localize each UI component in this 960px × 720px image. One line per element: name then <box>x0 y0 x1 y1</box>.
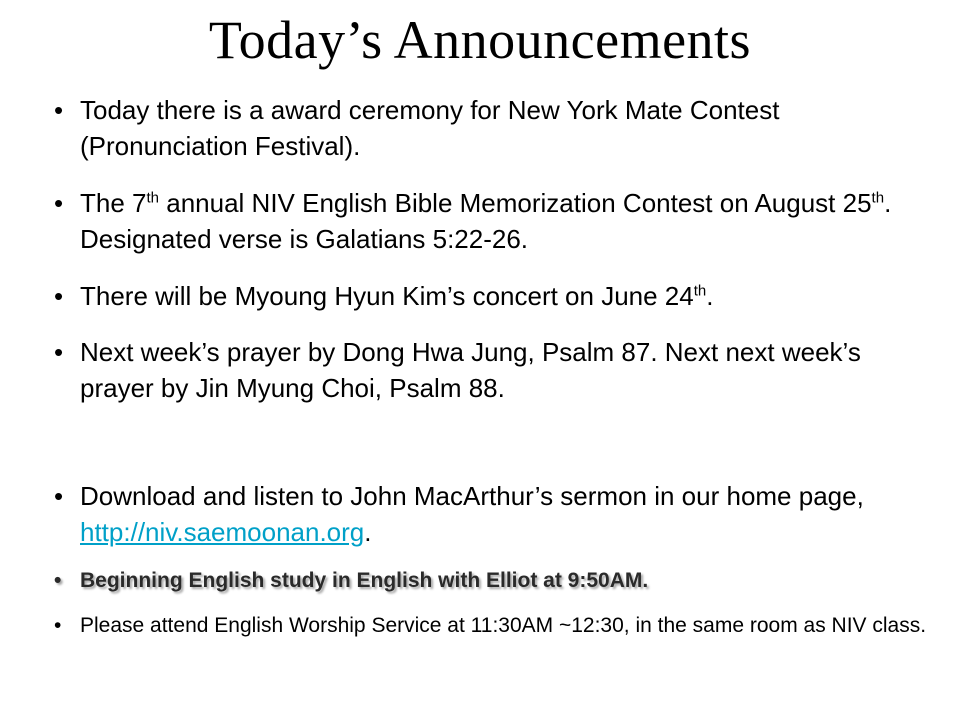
announcement-text: There will be Myoung Hyun Kim’s concert on June 24 <box>80 281 694 311</box>
slide-title: Today’s Announcements <box>208 10 752 70</box>
bullet-icon: • <box>54 614 62 637</box>
ordinal-suffix: th <box>146 189 160 207</box>
announcement-item-bible-contest <box>48 185 928 257</box>
announcement-text: The 7 <box>80 188 147 218</box>
announcement-text: Please attend English Worship Service at 11:30AM ~12:30, in the same room as NIV class. <box>80 614 927 637</box>
ordinal-suffix: th <box>693 282 707 300</box>
bullet-icon: • <box>54 281 64 311</box>
bullet-icon: • <box>54 569 62 592</box>
announcement-text: Next week’s prayer by Dong Hwa Jung, Psalm 87. Next next week’s prayer by Jin Myung Choi, Psalm 88. <box>80 337 861 403</box>
announcement-text: Download and listen to John MacArthur’s sermon in our home page, <box>80 481 864 511</box>
bullet-icon: • <box>54 481 64 511</box>
bullet-icon: • <box>54 188 64 218</box>
announcement-item-worship <box>48 611 928 640</box>
announcement-item-sermon <box>48 478 928 550</box>
homepage-link[interactable]: http://niv.saemoonan.org <box>80 517 365 547</box>
announcement-item-ceremony <box>48 92 928 164</box>
announcement-list <box>48 92 928 640</box>
bullet-icon: • <box>54 337 64 367</box>
announcement-text: Beginning English study in English with Elliot at 9:50AM. <box>80 569 649 592</box>
announcement-text: . Designated verse is Galatians 5:22-26. <box>80 188 892 254</box>
announcement-text: Today there is a award ceremony for New York Mate Contest (Pronunciation Festival). <box>80 95 780 161</box>
announcement-item-english-study <box>48 566 928 595</box>
announcement-text: . <box>706 281 714 311</box>
announcement-text: . <box>364 517 372 547</box>
bullet-icon: • <box>54 95 64 125</box>
announcement-item-concert <box>48 278 928 314</box>
announcement-text: annual NIV English Bible Memorization Contest on August 25 <box>159 188 872 218</box>
announcement-item-prayer <box>48 334 928 406</box>
ordinal-suffix: th <box>871 189 885 207</box>
